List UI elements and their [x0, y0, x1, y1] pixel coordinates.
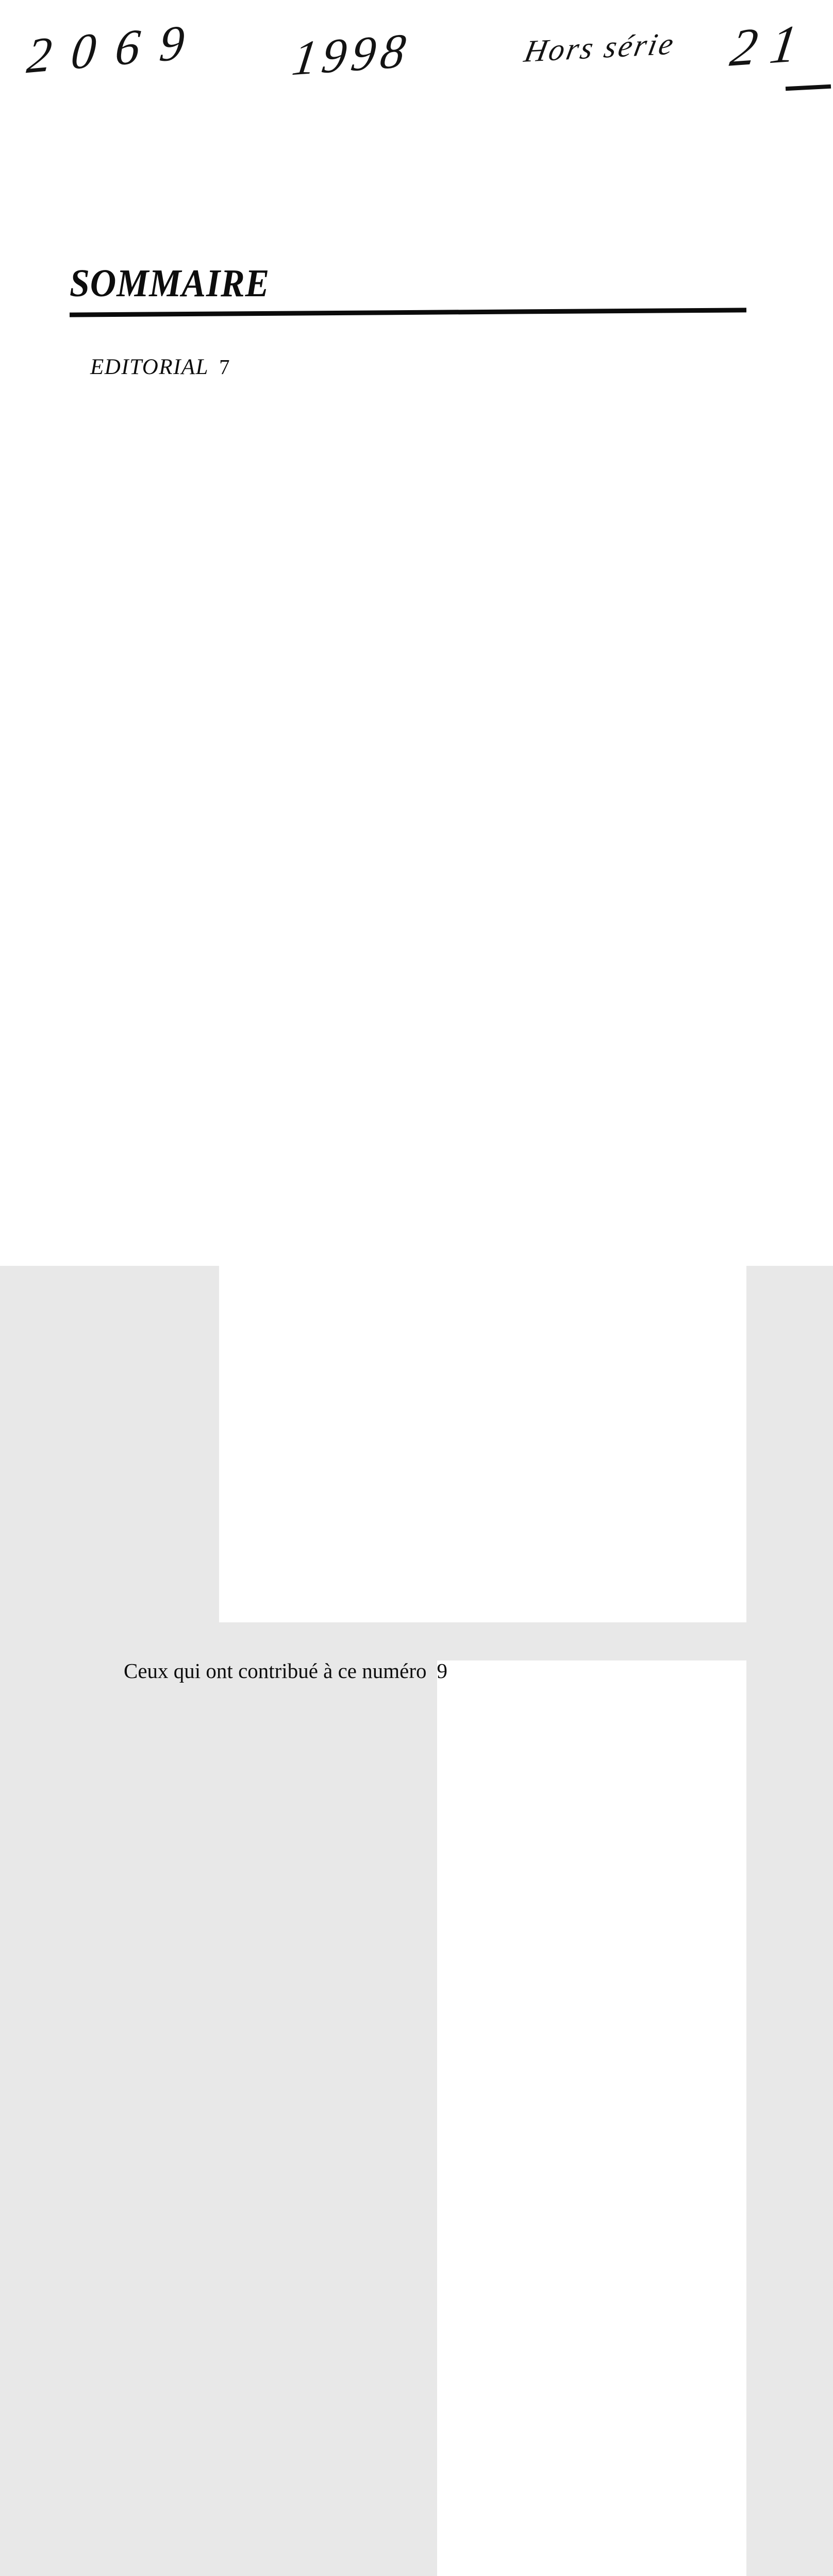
toc-list	[90, 356, 746, 2576]
handwritten-series-note: Hors série	[521, 26, 679, 69]
toc-entry	[90, 356, 746, 1622]
handwritten-issue-number: 21	[727, 13, 814, 78]
toc-entry-page-number: 7	[219, 357, 746, 1622]
toc-entry	[90, 1660, 746, 2576]
toc-entry-label: EDITORIAL	[90, 355, 209, 379]
handwritten-year: 1998	[289, 23, 414, 86]
handwritten-archive-number: 2069	[24, 12, 207, 84]
page-title: SOMMAIRE	[70, 262, 270, 305]
toc-entry-page-number: 9	[437, 1660, 747, 2576]
toc-entry-label: Ceux qui ont contribué à ce numéro	[124, 1659, 427, 1683]
title-underline-rule	[70, 308, 746, 317]
